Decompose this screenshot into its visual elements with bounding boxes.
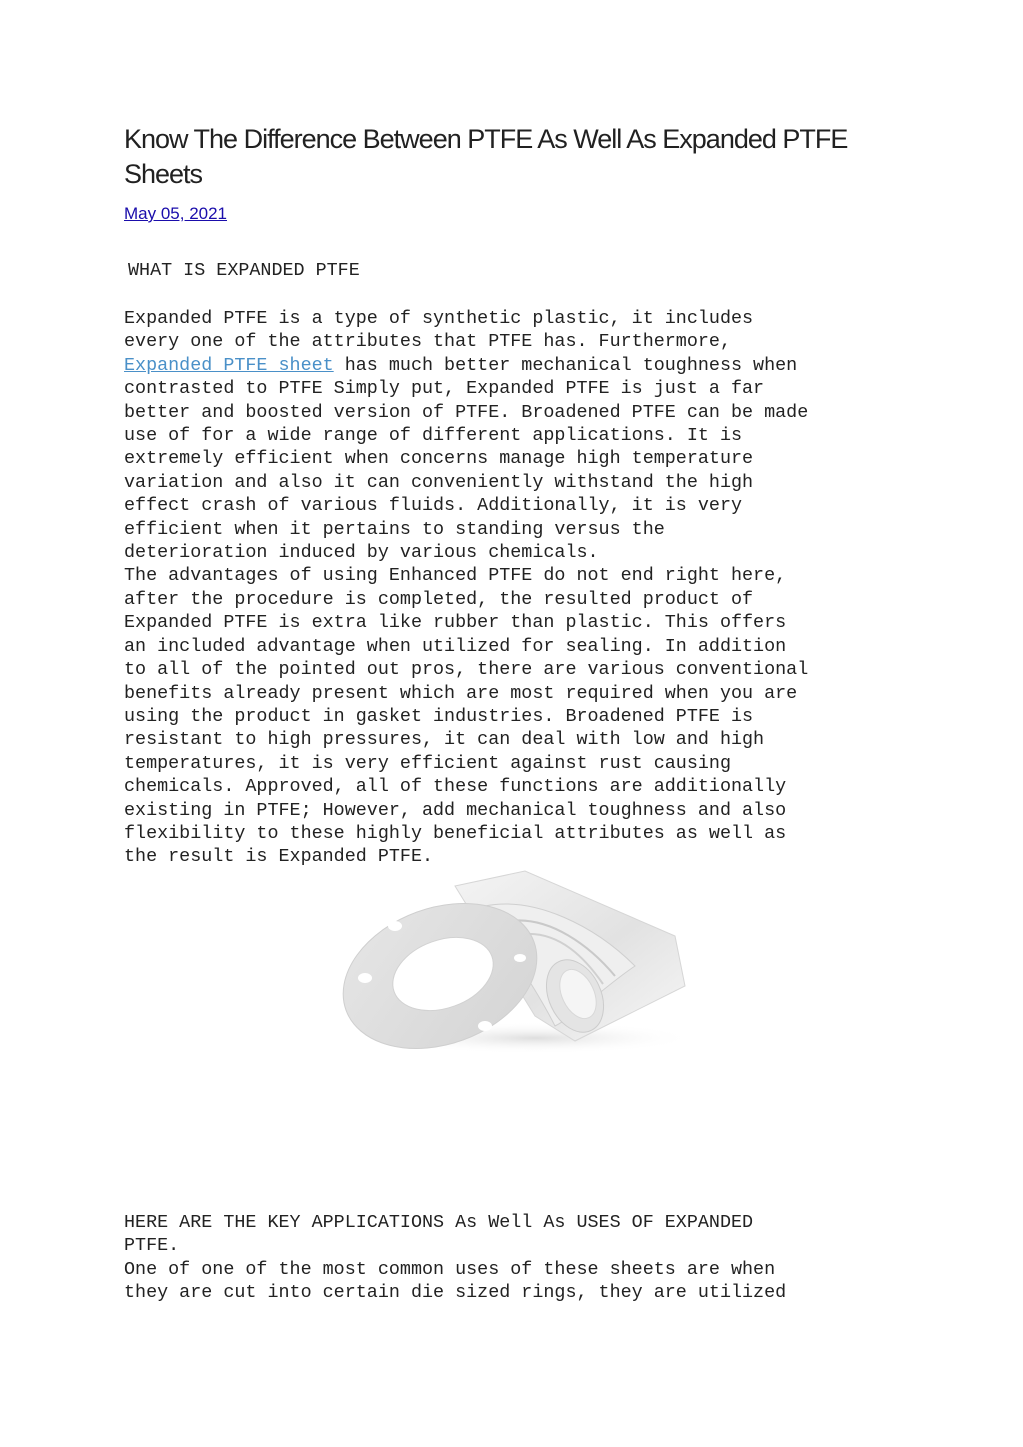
text-line: the result is Expanded PTFE.: [124, 846, 434, 868]
text-line: every one of the attributes that PTFE has. Furthermore,: [124, 331, 731, 353]
section-heading-key-applications-cont: PTFE.: [124, 1235, 180, 1257]
text-line: existing in PTFE; However, add mechanical toughness and also: [124, 799, 787, 821]
text-line: flexibility to these highly beneficial attributes as well as: [124, 822, 787, 844]
text-line: an included advantage when utilized for sealing. In addition: [124, 635, 787, 657]
body-paragraph-2: [124, 1211, 786, 1305]
text-line: after the procedure is completed, the resulted product of: [124, 588, 754, 610]
post-date-link[interactable]: May 05, 2021: [124, 204, 228, 223]
text-line: they are cut into certain die sized rings, they are utilized: [124, 1282, 787, 1304]
text-line: using the product in gasket industries. Broadened PTFE is: [124, 705, 754, 727]
text-line: deterioration induced by various chemicals.: [124, 542, 599, 564]
expanded-ptfe-sheet-link[interactable]: Expanded PTFE sheet: [124, 354, 334, 376]
text-line: resistant to high pressures, it can deal with low and high: [124, 729, 765, 751]
text-line: temperatures, it is very efficient against rust causing: [124, 752, 731, 774]
text-line: extremely efficient when concerns manage high temperature: [124, 448, 754, 470]
text-line: One of one of the most common uses of these sheets are when: [124, 1258, 776, 1280]
text-line: effect crash of various fluids. Additionally, it is very: [124, 495, 743, 517]
section-heading-key-applications: HERE ARE THE KEY APPLICATIONS As Well As USES OF EXPANDED: [124, 1212, 754, 1233]
text-line: chemicals. Approved, all of these functions are additionally: [124, 776, 787, 798]
text-line: Expanded PTFE is a type of synthetic plastic, it includes: [124, 308, 754, 329]
text-line: better and boosted version of PTFE. Broadened PTFE can be made: [124, 401, 809, 423]
text-line: use of for a wide range of different applications. It is: [124, 425, 743, 447]
article-title: Know The Difference Between PTFE As Well As Expanded PTFE Sheets: [124, 124, 848, 189]
text-line: contrasted to PTFE Simply put, Expanded PTFE is just a far: [124, 378, 765, 400]
text-line: to all of the pointed out pros, there are various conventional: [124, 659, 809, 681]
section-heading-what-is-expanded-ptfe: WHAT IS EXPANDED PTFE: [128, 260, 360, 281]
text-line-rest: has much better mechanical toughness when: [333, 354, 798, 376]
text-line: benefits already present which are most required when you are: [124, 682, 798, 704]
text-line: efficient when it pertains to standing versus the: [124, 518, 665, 540]
text-line: The advantages of using Enhanced PTFE do not end right here,: [124, 565, 787, 587]
text-line: Expanded PTFE is extra like rubber than plastic. This offers: [124, 612, 787, 634]
body-paragraph-1: [124, 307, 808, 869]
text-line: variation and also it can conveniently withstand the high: [124, 471, 754, 493]
ptfe-gasket-and-roll-image: [335, 866, 705, 1056]
text-line-with-link: [124, 354, 808, 377]
